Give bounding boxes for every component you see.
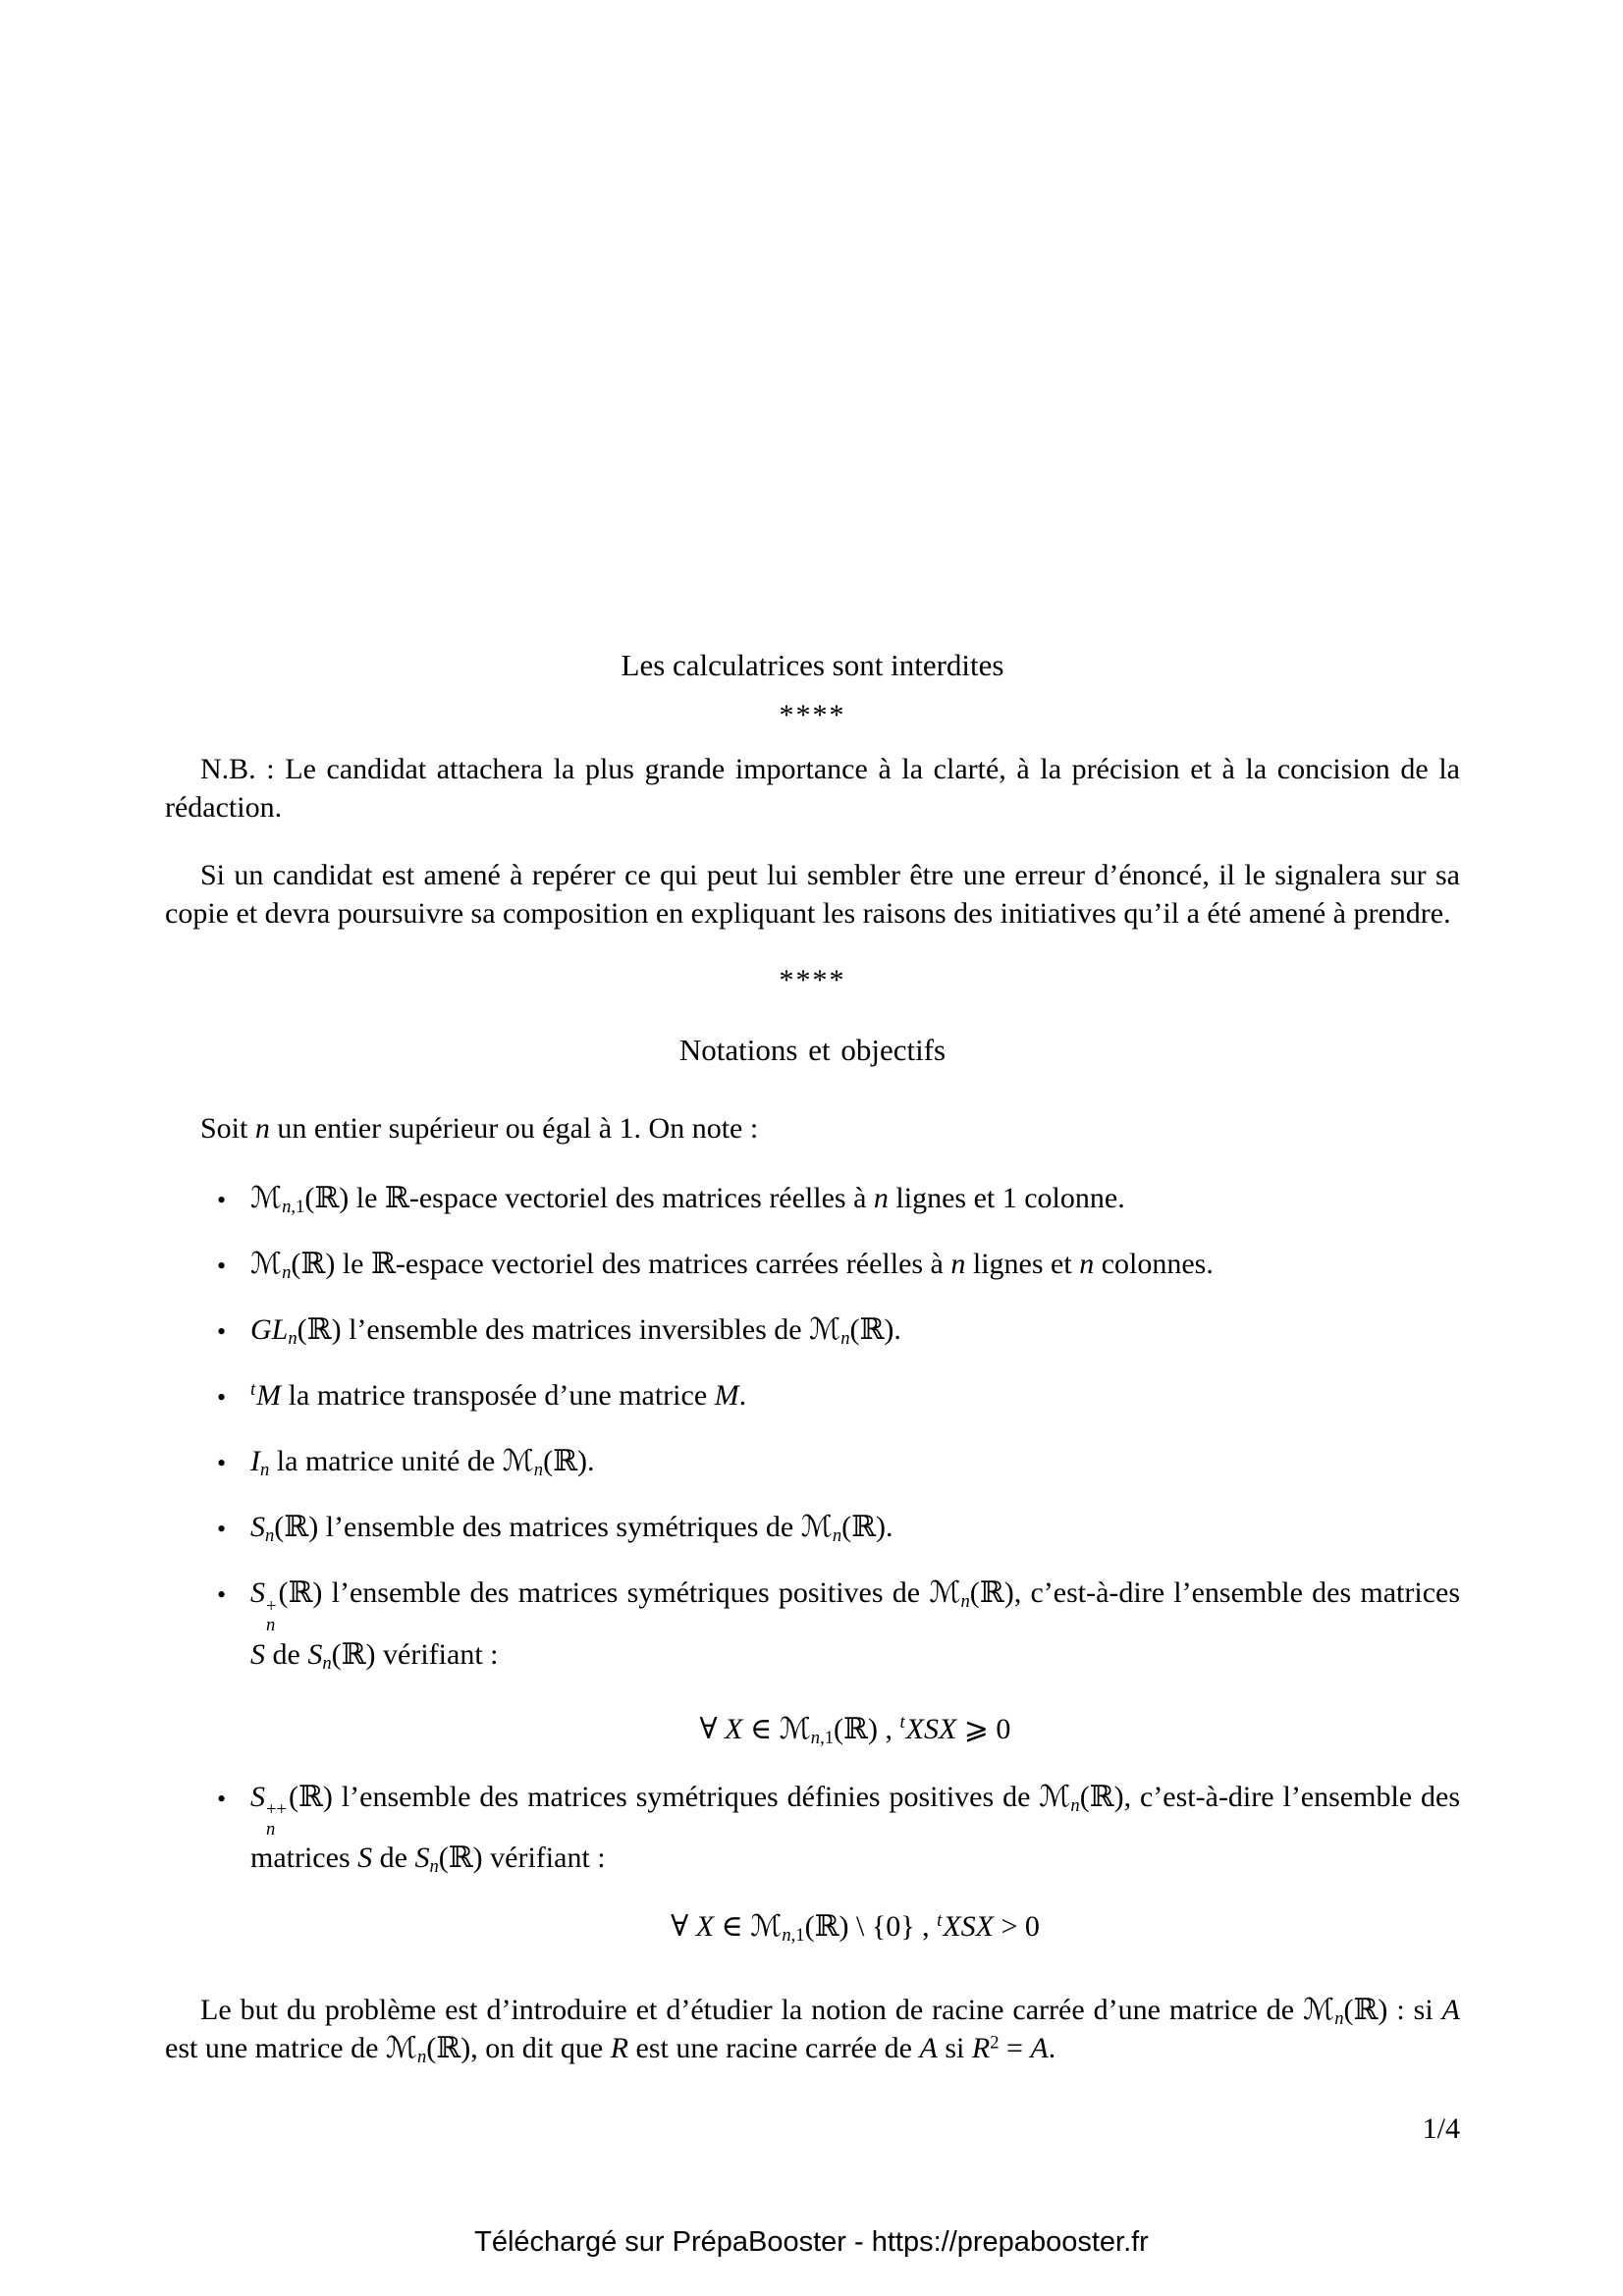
notation-text: • S + n (ℝ) l’ensemble des matrices symétriques positives de ℳ$_n$(ℝ), c’est-à-dire l’ensemble des matrices S de $S_n(ℝ)$ vérifiant : — [250, 1576, 1461, 1674]
notation-item-sn-plus — [250, 1574, 1460, 1750]
notation-item-mn — [250, 1245, 1460, 1283]
notation-text: • $I_n$ la matrice unité de ℳ$_n$(ℝ). — [250, 1445, 595, 1481]
notation-item-transpose — [250, 1376, 1460, 1415]
footer-credit: Téléchargé sur PrépaBooster - https://prepabooster.fr — [474, 2226, 1149, 2258]
notation-item-sn — [250, 1508, 1460, 1546]
nb-paragraph: N.B. : Le candidat attachera la plus grande importance à la clarté, à la précision et à la concision de la rédaction. — [165, 753, 1460, 824]
notation-item-identity — [250, 1442, 1460, 1480]
definite-positive-formula: ∀ X ∈ ℳ$_{n,1}$(ℝ) \ {0} , $^t$XSX > 0 — [671, 1910, 1040, 1947]
notation-text: • ℳ$_{n,1}$(ℝ) le ℝ-espace vectoriel des matrices réelles à n lignes et 1 colonne. — [250, 1182, 1125, 1218]
stars-separator-bottom: **** — [779, 964, 846, 996]
section-heading: Notations et objectifs — [678, 1033, 947, 1067]
notation-item-gln — [250, 1310, 1460, 1349]
document-content — [165, 0, 1460, 2148]
notation-text: • ℳ$_n$(ℝ) le ℝ-espace vectoriel des matrices carrées réelles à n lignes et n colonnes. — [250, 1248, 1214, 1284]
notation-text: • $S_n(ℝ)$ l’ensemble des matrices symétriques de ℳ$_n$(ℝ). — [250, 1511, 893, 1547]
stars-separator-top: **** — [779, 699, 846, 731]
erratum-paragraph: Si un candidat est amené à repérer ce qui peut lui sembler être une erreur d’énoncé, il le signalera sur sa copie et devra poursuivre sa composition en expliquant les raisons des initiatives qu’il a été amené à prendre. — [165, 859, 1460, 930]
notation-text: • $GL_n(ℝ)$ l’ensemble des matrices inversibles de ℳ$_n$(ℝ). — [250, 1313, 901, 1350]
page-number: 1/4 — [1422, 2112, 1460, 2146]
intro-sentence: Soit n un entier supérieur ou égal à 1. On note : — [200, 1112, 759, 1145]
notation-text: • S ++ n (ℝ) l’ensemble des matrices symétriques définies positives de ℳ$_n$(ℝ), c’est-à-dire l’ensemble des matrices S de $S_n(ℝ)$ vérifiant : — [250, 1780, 1460, 1878]
notation-item-mn1 — [250, 1179, 1460, 1217]
notation-text: • $^t$M la matrice transposée d’une matrice M. — [250, 1378, 747, 1412]
document-title: Les calculatrices sont interdites — [621, 648, 1004, 682]
notations-list — [165, 1179, 1460, 1948]
notation-item-sn-plus-plus — [250, 1778, 1460, 1949]
objective-paragraph: Le but du problème est d’introduire et d’étudier la notion de racine carrée d’une matrice de ℳ$_n$(ℝ) : si A est une matrice de ℳ$_n$(ℝ), on dit que R est une racine carrée de A si $R^2 = A$. — [165, 1994, 1460, 2068]
positive-formula: ∀ X ∈ ℳ$_{n,1}$(ℝ) , $^t$XSX ⩾ 0 — [699, 1712, 1011, 1748]
